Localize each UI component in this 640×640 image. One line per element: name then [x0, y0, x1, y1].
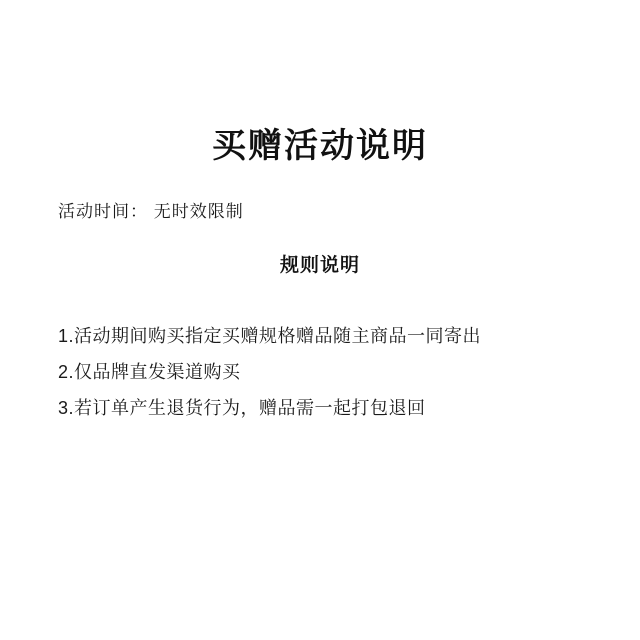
list-item: 2.仅品牌直发渠道购买: [58, 362, 241, 382]
rules-list: [58, 318, 598, 426]
list-item: 1.活动期间购买指定买赠规格赠品随主商品一同寄出: [58, 326, 482, 346]
section-heading-rules: 规则说明: [279, 254, 360, 276]
activity-time-line: 活动时间： 无时效限制: [58, 202, 244, 221]
page-title: 买赠活动说明: [212, 126, 428, 166]
list-item: 3.若订单产生退货行为，赠品需一起打包退回: [58, 398, 426, 418]
